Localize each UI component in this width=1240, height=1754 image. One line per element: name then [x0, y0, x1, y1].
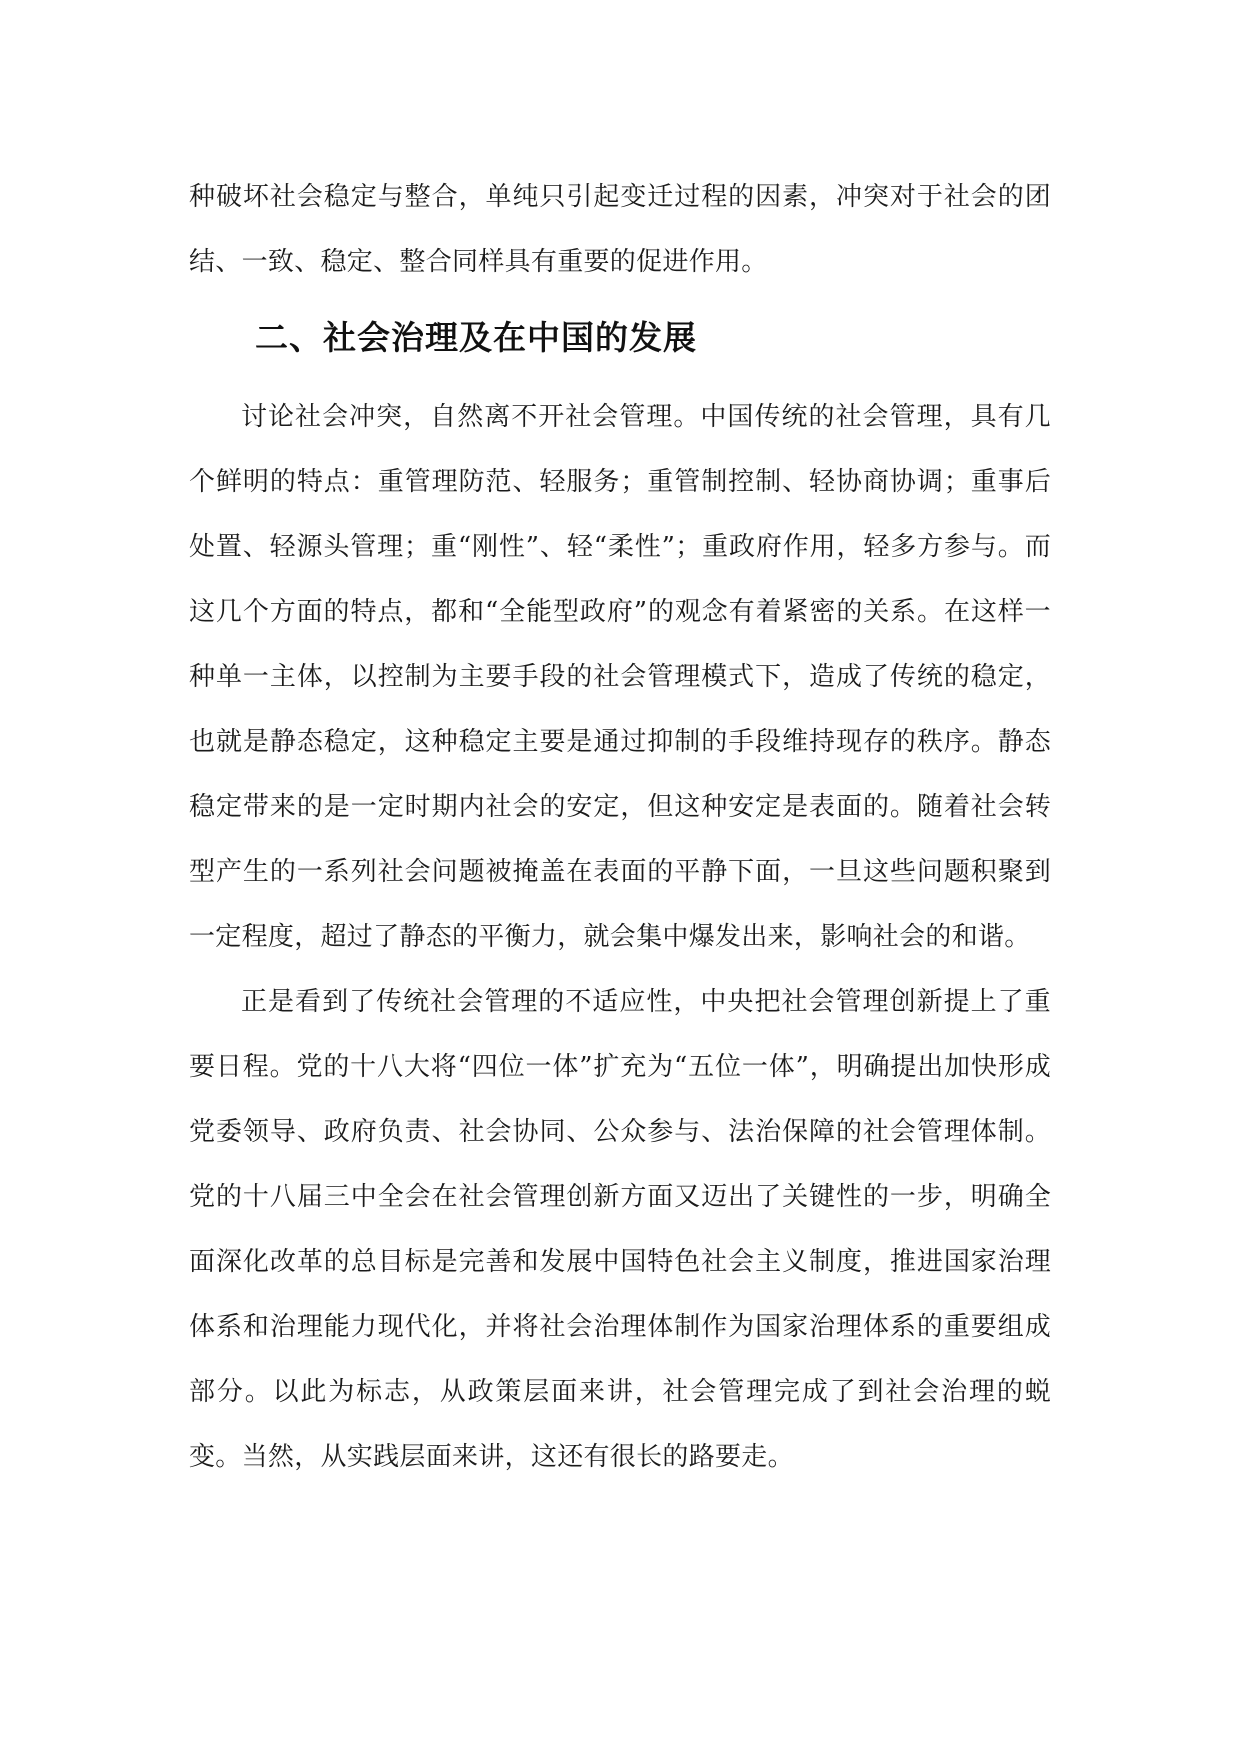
body-paragraph-1: 讨论社会冲突，自然离不开社会管理。中国传统的社会管理，具有几个鲜明的特点：重管理防范、轻服务；重管制控制、轻协商协调；重事后处置、轻源头管理；重“刚性”、轻“柔性”；重政府作用，轻多方参与。而这几个方面的特点，都和“全能型政府”的观念有着紧密的关系。在这样一种单一主体，以控制为主要手段的社会管理模式下，造成了传统的稳定，也就是静态稳定，这种稳定主要是通过抑制的手段维持现存的秩序。静态稳定带来的是一定时期内社会的安定，但这种安定是表面的。随着社会转型产生的一系列社会问题被掩盖在表面的平静下面，一旦这些问题积聚到一定程度，超过了静态的平衡力，就会集中爆发出来，影响社会的和谐。 — [189, 402, 1051, 952]
document-body — [189, 165, 1051, 1490]
body-paragraph-2: 正是看到了传统社会管理的不适应性，中央把社会管理创新提上了重要日程。党的十八大将“四位一体”扩充为“五位一体”，明确提出加快形成党委领导、政府负责、社会协同、公众参与、法治保障的社会管理体制。党的十八届三中全会在社会管理创新方面又迈出了关键性的一步，明确全面深化改革的总目标是完善和发展中国特色社会主义制度，推进国家治理体系和治理能力现代化，并将社会治理体制作为国家治理体系的重要组成部分。以此为标志，从政策层面来讲，社会管理完成了到社会治理的蜕变。当然，从实践层面来讲，这还有很长的路要走。 — [189, 987, 1051, 1472]
continuation-paragraph: 种破坏社会稳定与整合，单纯只引起变迁过程的因素，冲突对于社会的团结、一致、稳定、整合同样具有重要的促进作用。 — [189, 182, 1051, 277]
section-heading: 二、社会治理及在中国的发展 — [255, 318, 697, 357]
